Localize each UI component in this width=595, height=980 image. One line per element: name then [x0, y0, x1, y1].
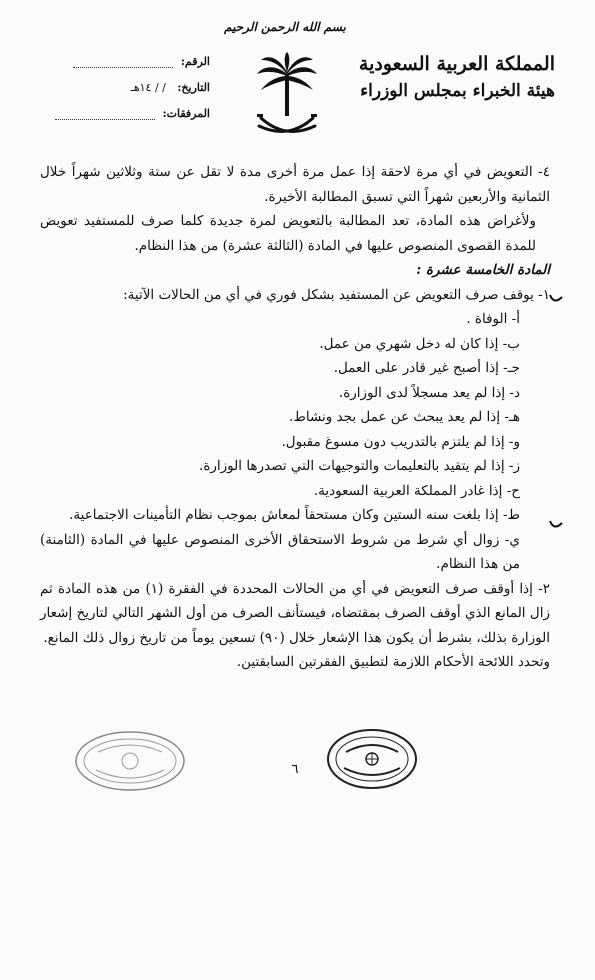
agency-name: هيئة الخبراء بمجلس الوزراء	[360, 81, 555, 101]
date-value: / / ١٤هـ	[130, 81, 166, 94]
letter-meta-fields	[40, 52, 210, 130]
ref-field	[40, 52, 210, 78]
document-body	[40, 160, 550, 675]
paragraph-4: ٤- التعويض في أي مرة لاحقة إذا عمل مرة أخرى مدة لا تقل عن ستة وثلاثين شهراً خلال الثمانية والأربعين شهراً التي تسبق المطالبة الأخيرة.	[40, 164, 550, 205]
article-item-1: ١- يوقف صرف التعويض عن المستفيد بشكل فوري في أي من الحالات الآتية:	[123, 286, 550, 303]
sub-item-j: ي- زوال أي شرط من شروط الاستحقاق الأخرى المنصوص عليها في المادة (الثامنة) من هذا النظام.	[40, 531, 520, 572]
sub-item-h: ح- إذا غادر المملكة العربية السعودية.	[313, 482, 520, 499]
ref-label: الرقم:	[180, 55, 210, 68]
attachments-field	[40, 104, 210, 130]
article-item-2: ٢- إذا أوقف صرف التعويض في أي من الحالات المحددة في الفقرة (١) من هذه المادة ثم زال المانع الذي أوقف الصرف بمقتضاه، فيستأنف الصرف من أول الشهر التالي لتاريخ إشعار الوزارة بذلك، بشرط أن يكون هذا الإشعار خلال (٩٠) تسعين يوماً من تاريخ زوال ذلك المانع.	[40, 580, 550, 646]
sub-item-f: و- إذا لم يلتزم بالتدريب دون مسوغ مقبول.	[281, 433, 520, 450]
article-heading: المادة الخامسة عشرة :	[416, 262, 550, 278]
kingdom-name: المملكة العربية السعودية	[358, 53, 555, 75]
basmala: بسم الله الرحمن الرحيم	[224, 20, 346, 34]
palm-swords-emblem-icon	[255, 52, 319, 142]
page-number: ٦	[291, 762, 299, 777]
sub-item-g: ز- إذا لم يتقيد بالتعليمات والتوجيهات التي تصدرها الوزارة.	[199, 458, 520, 474]
attachments-label: المرفقات:	[162, 107, 210, 120]
ref-value-line	[73, 57, 173, 68]
letterhead-title	[355, 50, 555, 104]
sub-item-d: د- إذا لم يعد مسجلاً لدى الوزارة.	[338, 384, 520, 401]
sub-item-b: ب- إذا كان له دخل شهري من عمل.	[319, 335, 520, 352]
sub-item-e: هـ- إذا لم يعد يبحث عن عمل بجد ونشاط.	[289, 409, 520, 425]
sub-item-c: جـ- إذا أصبح غير قادر على العمل.	[333, 360, 520, 376]
faded-seal-icon	[74, 730, 186, 792]
sub-item-a: أ- الوفاة .	[466, 311, 520, 327]
sub-item-i: ط- إذا بلغت سنه الستين وكان مستحقاً لمعاش بموجب نظام التأمينات الاجتماعية.	[69, 507, 520, 523]
closing-sentence: وتحدد اللائحة الأحكام اللازمة لتطبيق الفقرتين السابقتين.	[236, 654, 550, 670]
date-field	[40, 78, 210, 104]
official-seal-icon	[326, 728, 418, 790]
attachments-value-line	[55, 109, 155, 120]
date-label: التاريخ:	[177, 81, 210, 94]
margin-mark-icon	[548, 516, 564, 535]
paragraph-definition: ولأغراض هذه المادة، تعد المطالبة بالتعويض لمرة جديدة كلما صرف للمستفيد تعويض للمدة القصوى المنصوص عليها في المادة (الثالثة عشرة) من هذا النظام.	[40, 213, 536, 254]
margin-mark-icon	[548, 290, 564, 309]
